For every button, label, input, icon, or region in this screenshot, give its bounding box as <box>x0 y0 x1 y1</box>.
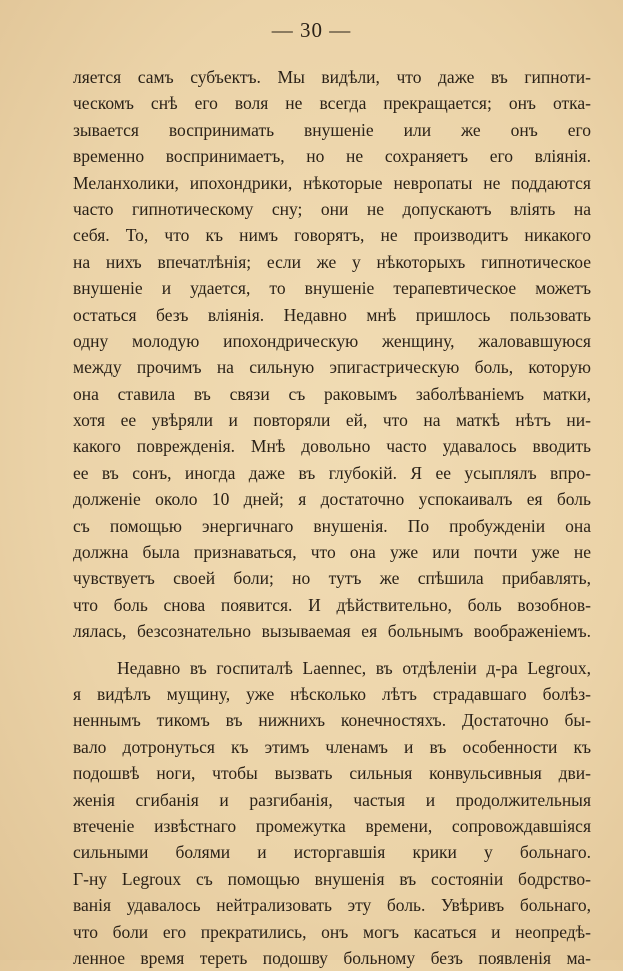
text-line: Г-ну Legroux съ помощью внушенія въ состояніи бодрство- <box>73 868 591 889</box>
text-line: ее въ сонъ, иногда даже въ глубокій. Я ее усыплялъ впро- <box>73 462 591 483</box>
body-text <box>73 64 591 971</box>
text-line: внушеніе и удается, то внушеніе терапевтическое можетъ <box>73 278 591 299</box>
text-line: ванія удавалось нейтрализовать эту боль. Увѣривъ больнаго, <box>73 895 591 916</box>
text-line: что боли его прекратились, онъ могъ касаться и неопредѣ- <box>73 921 591 942</box>
text-line: вало дотронуться къ этимъ членамъ и въ особенности къ <box>73 736 591 757</box>
text-line: временно воспринимаетъ, но не сохраняетъ его вліянія. <box>73 146 591 167</box>
text-line: неннымъ тикомъ въ нижнихъ конечностяхъ. Достаточно бы- <box>73 710 591 731</box>
text-line: должна была признаваться, что она уже или почти уже не <box>73 542 591 563</box>
page-number: — 30 — <box>271 18 352 42</box>
text-line: втеченіе извѣстнаго промежутка времени, сопровождавшіяся <box>73 815 591 836</box>
text-line: лялась, безсознательно вызываемая ея больнымъ воображеніемъ. <box>73 621 591 642</box>
text-line: Меланхолики, ипохондрики, нѣкоторые невропаты не поддаются <box>73 172 591 193</box>
text-line: съ помощью энергичнаго внушенія. По пробужденіи она <box>73 515 591 536</box>
paragraph-spacer <box>73 645 591 655</box>
text-line: себя. То, что къ нимъ говорятъ, не производитъ никакого <box>73 225 591 246</box>
text-line: Недавно въ госпиталѣ Laennec, въ отдѣленіи д-ра Legroux, <box>117 657 591 678</box>
text-line: на нихъ впечатлѣнія; если же у нѣкоторыхъ гипнотическое <box>73 251 591 272</box>
text-line: чувствуетъ своей боли; но тутъ же спѣшила прибавлять, <box>73 568 591 589</box>
text-line: хотя ее увѣряли и повторяли ей, что на маткѣ нѣтъ ни- <box>73 410 591 431</box>
text-line: ческомъ снѣ его воля не всегда прекращается; онъ отка- <box>73 93 591 114</box>
text-line: одну молодую ипохондрическую женщину, жаловавшуюся <box>73 330 591 351</box>
text-line: ляется самъ субъектъ. Мы видѣли, что даже въ гипноти- <box>73 67 591 87</box>
text-line: что боль снова появится. И дѣйствительно, боль возобнов- <box>73 594 591 615</box>
text-line: зывается воспринимать внушеніе или же онъ его <box>73 119 591 140</box>
text-line: часто гипнотическому сну; они не допускаютъ вліять на <box>73 198 591 219</box>
text-line: подошвѣ ноги, чтобы вызвать сильныя конвульсивныя дви- <box>73 763 591 784</box>
text-line: она ставила въ связи съ раковымъ заболѣваніемъ матки, <box>73 383 591 404</box>
text-line: остаться безъ вліянія. Недавно мнѣ пришлось пользовать <box>73 304 591 325</box>
text-line: сильными болями и исторгавшія крики у больнаго. <box>73 842 591 863</box>
text-line: ленное время тереть подошву больному безъ появленія ма- <box>73 947 591 968</box>
text-line: женія сгибанія и разгибанія, частыя и продолжительныя <box>73 789 591 810</box>
paragraph-2 <box>73 655 591 971</box>
text-line: между прочимъ на сильную эпигастрическую боль, которую <box>73 357 591 378</box>
text-line: долженіе около 10 дней; я достаточно успокаивалъ ея боль <box>73 489 591 510</box>
paragraph-1 <box>73 64 591 645</box>
text-line: я видѣлъ мущину, уже нѣсколько лѣтъ страдавшаго болѣз- <box>73 683 591 704</box>
text-line: какого поврежденія. Мнѣ довольно часто удавалось вводить <box>73 436 591 457</box>
